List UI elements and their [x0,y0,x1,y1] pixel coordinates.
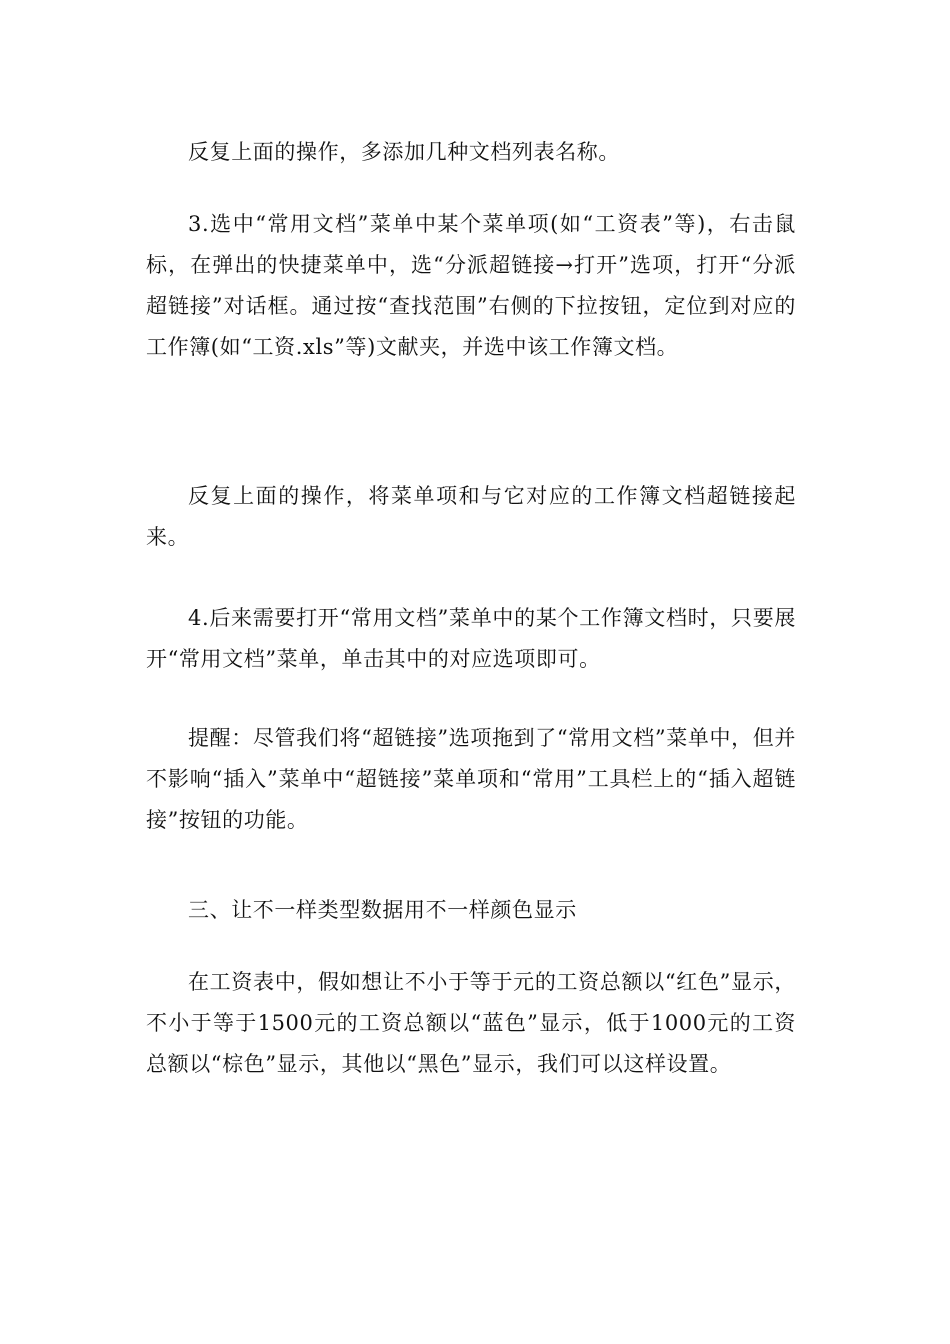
paragraph-repeat-add-names: 反复上面的操作，多添加几种文档列表名称。 [188,140,620,164]
paragraph-step-4: 4.后来需要打开“常用文档”菜单中的某个工作簿文档时，只要展开“常用文档”菜单，单击其中的对应选项即可。 [146,606,796,671]
paragraph-salary-colors: 在工资表中，假如想让不小于等于元的工资总额以“红色”显示，不小于等于1500元的工资总额以“蓝色”显示，低于1000元的工资总额以“棕色”显示，其他以“黑色”显示，我们可以这样设置。 [146,970,796,1076]
paragraph-reminder: 提醒：尽管我们将“超链接”选项拖到了“常用文档”菜单中，但并不影响“插入”菜单中“超链接”菜单项和“常用”工具栏上的“插入超链接”按钮的功能。 [146,726,796,832]
paragraph-step-3: 3.选中“常用文档”菜单中某个菜单项(如“工资表”等)，右击鼠标，在弹出的快捷菜单中，选“分派超链接→打开”选项，打开“分派超链接”对话框。通过按“查找范围”右侧的下拉按钮，定位到对应的工作簿(如“工资.xls”等)文献夹，并选中该工作簿文档。 [146,212,796,359]
section-heading-colors: 三、让不一样类型数据用不一样颜色显示 [188,898,577,922]
paragraph-repeat-link: 反复上面的操作，将菜单项和与它对应的工作簿文档超链接起来。 [146,484,796,549]
